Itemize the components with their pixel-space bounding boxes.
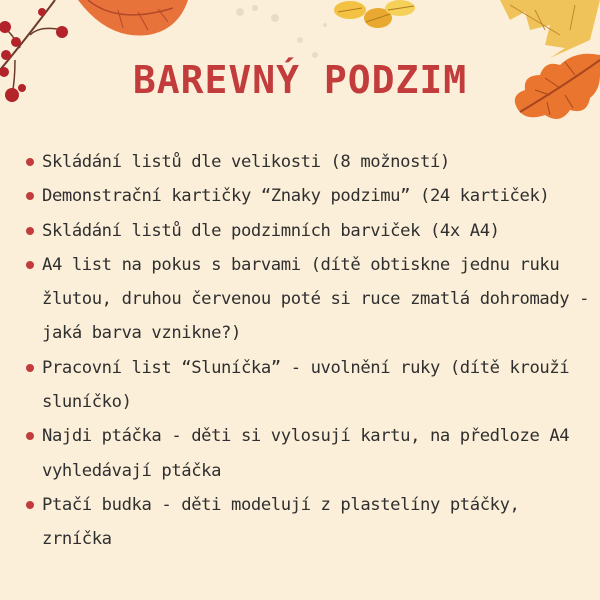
list-item	[26, 419, 598, 488]
activity-list	[26, 145, 598, 557]
list-item-text: Ptačí budka - děti modelují z plastelíny ptáčky, zrníčka	[42, 494, 520, 550]
list-item-text: Skládání listů dle velikosti (8 možností)	[42, 152, 450, 172]
list-item-text: Skládání listů dle podzimních barviček (4x A4)	[42, 220, 500, 241]
bullet-icon	[26, 158, 34, 166]
bullet-icon	[26, 227, 34, 235]
list-item	[26, 145, 598, 179]
list-item-text: Demonstrační kartičky “Znaky podzimu” (24 kartiček)	[42, 186, 550, 207]
bullet-icon	[26, 364, 34, 372]
list-item-text: Najdi ptáčka - děti si vylosují kartu, na předloze A4 vyhledávají ptáčka	[42, 426, 570, 481]
page-title: BAREVNÝ PODZIM	[132, 58, 468, 102]
bullet-icon	[26, 192, 34, 200]
bullet-icon	[26, 501, 34, 509]
yellow-leaves	[330, 0, 420, 35]
list-item	[26, 248, 598, 351]
list-item	[26, 214, 598, 248]
list-item	[26, 179, 598, 213]
bullet-icon	[26, 261, 34, 269]
bullet-icon	[26, 432, 34, 440]
list-item	[26, 488, 598, 557]
list-item-text: A4 list na pokus s barvami (dítě obtiskne jednu ruku žlutou, druhou červenou poté si ruce zmatlá dohromady - jaká barva vznikne?)	[42, 254, 590, 344]
list-item	[26, 351, 598, 420]
orange-leaf	[78, 0, 188, 40]
list-item-text: Pracovní list “Sluníčka” - uvolnění ruky (dítě krouží sluníčko)	[42, 357, 570, 413]
